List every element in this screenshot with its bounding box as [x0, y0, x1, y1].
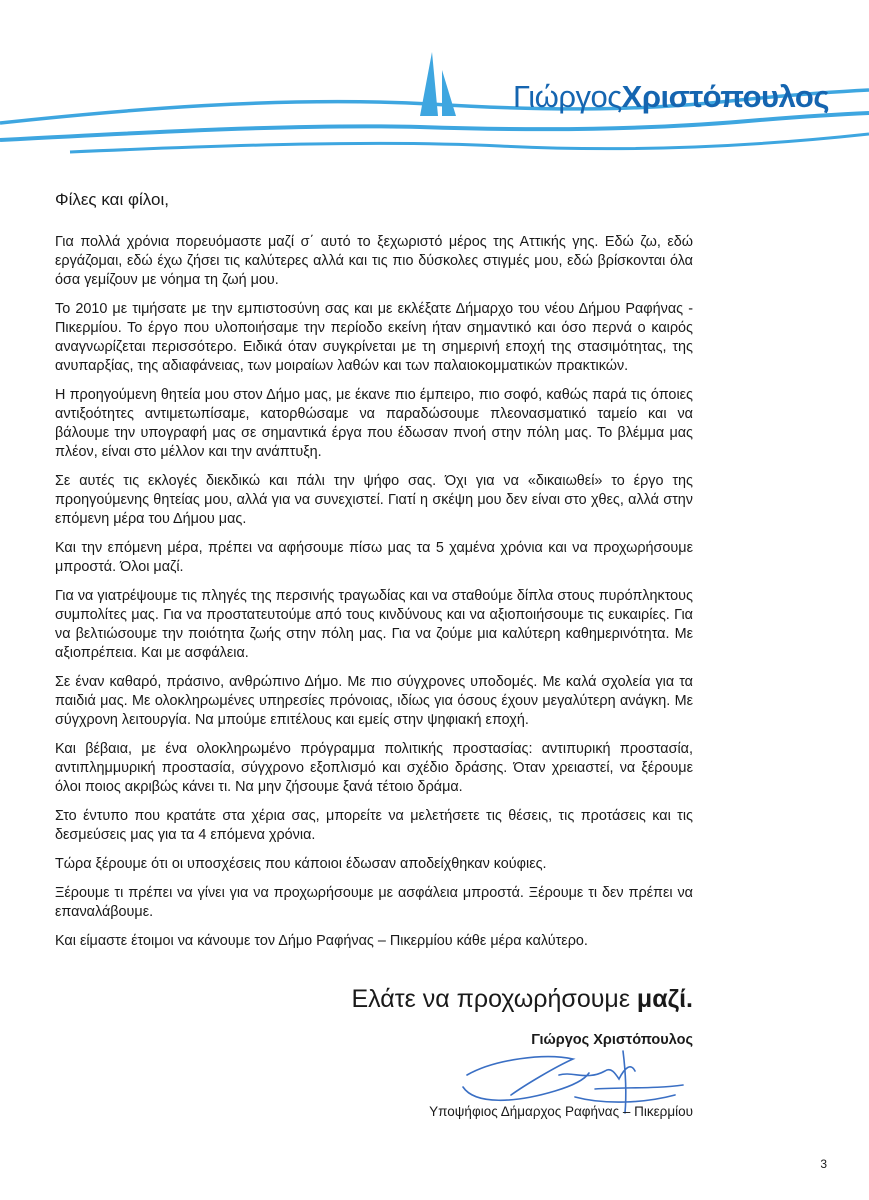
signature-name: Γιώργος Χριστόπουλος	[531, 1032, 693, 1048]
paragraph: Η προηγούμενη θητεία μου στον Δήμο μας, με έκανε πιο έμπειρο, πιο σοφό, καθώς παρά τις όποιες αντιξοότητες αντιμετωπίσαμε, κατορθώσαμε να παραδώσουμε πλεονασματικό ταμείο και να βάλουμε την υπογραφή μας σε σημαντικά έργα που έδωσαν πνοή στην πόλη μας. Το βλέμμα μας πλέον, είναι στο μέλλον και την ανάπτυξη.	[55, 387, 693, 460]
letter-body	[55, 190, 693, 961]
signature-role: Υποψήφιος Δήμαρχος Ραφήνας – Πικερμίου	[429, 1104, 693, 1119]
paragraph: Τώρα ξέρουμε ότι οι υποσχέσεις που κάποιοι έδωσαν αποδείχθηκαν κούφιες.	[55, 856, 547, 872]
page-header	[0, 0, 869, 180]
paragraph: Ξέρουμε τι πρέπει να γίνει για να προχωρήσουμε με ασφάλεια μπροστά. Ξέρουμε τι δεν πρέπει να επαναλάβουμε.	[55, 885, 693, 920]
brand-last-name: Χριστόπουλος	[621, 79, 829, 114]
paragraph: Για να γιατρέψουμε τις πληγές της περσινής τραγωδίας και να σταθούμε δίπλα στους πυρόπληκτους συμπολίτες μας. Για να προστατευτούμε από τους κινδύνους και να αξιοποιήσουμε τις ευκαιρίες. Για να βελτιώσουμε την ποιότητα ζωής στην πόλη μας. Για να ζούμε μια καλύτερη καθημερινότητα. Με αξιοπρέπεια. Και με ασφάλεια.	[55, 588, 693, 661]
closing-text: Ελάτε να προχωρήσουμε	[351, 985, 637, 1013]
closing-emphasis: μαζί.	[636, 985, 693, 1013]
brand-first-name: Γιώργος	[512, 79, 622, 114]
paragraph: Σε έναν καθαρό, πράσινο, ανθρώπινο Δήμο. Με πιο σύγχρονες υποδομές. Με καλά σχολεία για τα παιδιά μας. Με ολοκληρωμένες υπηρεσίες πρόνοιας, ιδίως για όσους έχουν μεγαλύτερη ανάγκη. Με σύγχρονη λειτουργία. Να μπούμε επιτέλους και εμείς στην ψηφιακή εποχή.	[55, 674, 693, 728]
paragraph: Και είμαστε έτοιμοι να κάνουμε τον Δήμο Ραφήνας – Πικερμίου κάθε μέρα καλύτερο.	[55, 933, 588, 949]
paragraph: Στο έντυπο που κρατάτε στα χέρια σας, μπορείτε να μελετήσετε τις θέσεις, τις προτάσεις και τις δεσμεύσεις μας για τα 4 επόμενα χρόνια.	[55, 808, 693, 843]
paragraph: Και βέβαια, με ένα ολοκληρωμένο πρόγραμμα πολιτικής προστασίας: αντιπυρική προστασία, αντιπλημμυρική προστασία, σύγχρονο εξοπλισμό και σχέδιο δράσης. Όταν χρειαστεί, να ξέρουμε όλοι ποιος ακριβώς κάνει τι. Να μην ζήσουμε ξανά τέτοιο δράμα.	[55, 741, 693, 795]
paragraph: Σε αυτές τις εκλογές διεκδικώ και πάλι την ψήφο σας. Όχι για να «δικαιωθεί» το έργο της προηγούμενης θητείας μου, αλλά για να συνεχιστεί. Γιατί η σκέψη μου δεν είναι στο χθες, αλλά στην επόμενη μέρα του Δήμου μας.	[55, 473, 693, 527]
paragraph: Και την επόμενη μέρα, πρέπει να αφήσουμε πίσω μας τα 5 χαμένα χρόνια και να προχωρήσουμε μπροστά. Όλοι μαζί.	[55, 540, 693, 575]
paragraph: Το 2010 με τιμήσατε με την εμπιστοσύνη σας και με εκλέξατε Δήμαρχο του νέου Δήμου Ραφήνας - Πικερμίου. Το έργο που υλοποιήσαμε την περίοδο εκείνη ήταν σημαντικό και όσο περνά ο καιρός αναγνωρίζεται περισσότερο. Ειδικά όταν συγκρίνεται με τη σημερινή εποχή της στασιμότητας, της ανυπαρξίας, της αδιαφάνειας, των μοιραίων λαθών και των παλαιοκομματικών πρακτικών.	[55, 301, 693, 374]
closing-line	[352, 985, 694, 1014]
greeting: Φίλες και φίλοι,	[55, 190, 169, 209]
paragraph: Για πολλά χρόνια πορευόμαστε μαζί σ΄ αυτό το ξεχωριστό μέρος της Αττικής γης. Εδώ ζω, εδώ εργάζομαι, εδώ έχω ζήσει τις καλύτερες αλλά και τις πιο δύσκολες στιγμές μου, εδώ βρίσκονται όλα όσα γεμίζουν με νόημα τη ζωή μου.	[55, 234, 693, 288]
page-number: 3	[820, 1157, 827, 1171]
candidate-logo	[513, 79, 829, 115]
